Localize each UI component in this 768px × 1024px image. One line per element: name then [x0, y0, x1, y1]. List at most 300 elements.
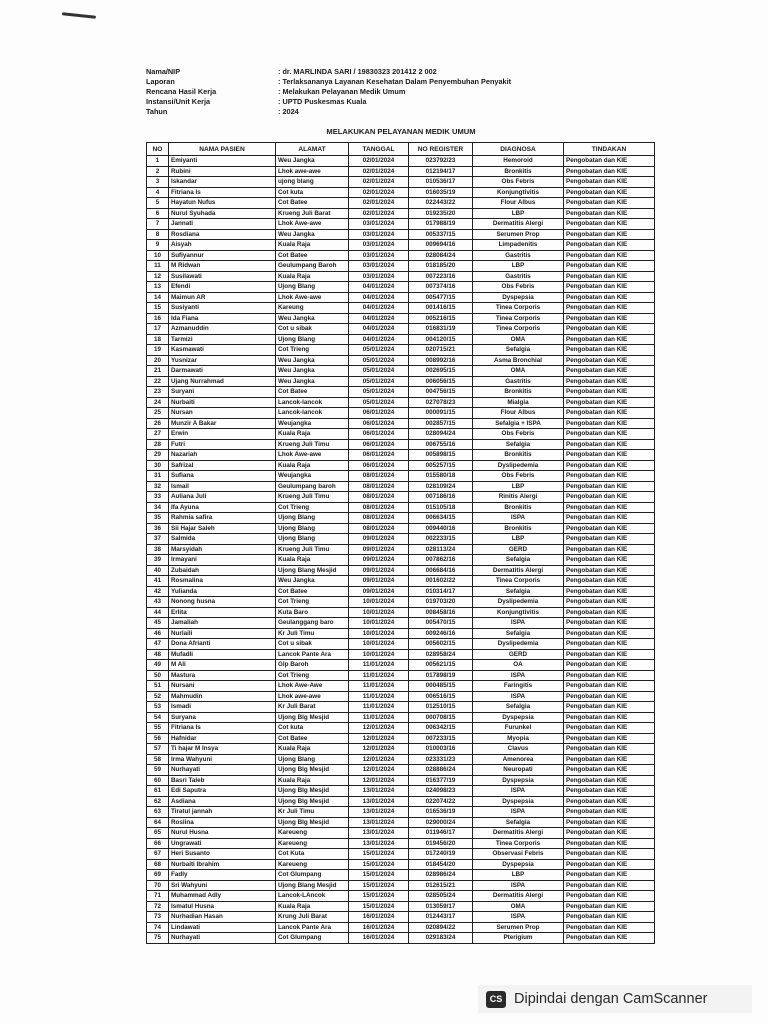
meta-row-tahun	[146, 107, 646, 117]
cell-tanggal: 15/01/2024	[349, 891, 409, 902]
table-row	[147, 387, 655, 398]
meta-row-nip	[146, 67, 646, 77]
cell-diagnosa: GERD	[473, 649, 564, 660]
cell-diagnosa: ISPA	[473, 786, 564, 797]
cell-diagnosa: Sefalgia	[473, 702, 564, 713]
cell-alamat: Kareung	[276, 303, 349, 314]
cell-no: 23	[147, 387, 169, 398]
cell-no-register: 000708/15	[409, 712, 473, 723]
cell-diagnosa: Flour Albus	[473, 408, 564, 419]
cell-tindakan: Pengobatan dan KIE	[564, 754, 655, 765]
cell-nama-pasien: Nurbaiti Ibrahim	[169, 859, 276, 870]
cell-nama-pasien: Mufadli	[169, 649, 276, 660]
cell-diagnosa: ISPA	[473, 513, 564, 524]
cell-tindakan: Pengobatan dan KIE	[564, 765, 655, 776]
cell-alamat: Glp Baroh	[276, 660, 349, 671]
table-row	[147, 891, 655, 902]
cell-nama-pasien: M Ridwan	[169, 261, 276, 272]
cell-nama-pasien: Ismail	[169, 481, 276, 492]
cell-no-register: 017240/19	[409, 849, 473, 860]
cell-no: 69	[147, 870, 169, 881]
cell-alamat: Cot Batee	[276, 586, 349, 597]
table-row	[147, 156, 655, 167]
cell-nama-pasien: Azmanuddin	[169, 324, 276, 335]
cell-diagnosa: Myopia	[473, 733, 564, 744]
cell-no-register: 006684/16	[409, 565, 473, 576]
cell-no: 48	[147, 649, 169, 660]
cell-alamat: Kr Juli Timu	[276, 807, 349, 818]
cell-nama-pasien: Basri Taleb	[169, 775, 276, 786]
cell-no-register: 005470/15	[409, 618, 473, 629]
cell-tindakan: Pengobatan dan KIE	[564, 607, 655, 618]
cell-nama-pasien: Lindawati	[169, 922, 276, 933]
table-row	[147, 859, 655, 870]
table-row	[147, 765, 655, 776]
cell-tanggal: 16/01/2024	[349, 933, 409, 944]
meta-label: Instansi/Unit Kerja	[146, 97, 211, 106]
cell-diagnosa: OA	[473, 660, 564, 671]
cell-diagnosa: Faringitis	[473, 681, 564, 692]
table-row	[147, 649, 655, 660]
cell-nama-pasien: Rahmia safira	[169, 513, 276, 524]
cell-no: 10	[147, 250, 169, 261]
cell-no-register: 010536/17	[409, 177, 473, 188]
cell-alamat: Weu Jangka	[276, 229, 349, 240]
table-row	[147, 261, 655, 272]
cell-no-register: 028958/24	[409, 649, 473, 660]
cell-tindakan: Pengobatan dan KIE	[564, 513, 655, 524]
cell-tanggal: 10/01/2024	[349, 597, 409, 608]
cell-no: 30	[147, 460, 169, 471]
cell-tindakan: Pengobatan dan KIE	[564, 849, 655, 860]
cell-no: 50	[147, 670, 169, 681]
cell-no-register: 007223/16	[409, 271, 473, 282]
cell-diagnosa: LBP	[473, 481, 564, 492]
cell-tanggal: 03/01/2024	[349, 240, 409, 251]
cell-tanggal: 11/01/2024	[349, 702, 409, 713]
cell-no-register: 006056/15	[409, 376, 473, 387]
table-row	[147, 597, 655, 608]
cell-tindakan: Pengobatan dan KIE	[564, 271, 655, 282]
cell-diagnosa: Pterigium	[473, 933, 564, 944]
cell-no-register: 023331/23	[409, 754, 473, 765]
cell-no: 9	[147, 240, 169, 251]
cell-tanggal: 02/01/2024	[349, 208, 409, 219]
cell-tindakan: Pengobatan dan KIE	[564, 534, 655, 545]
cell-no: 62	[147, 796, 169, 807]
cell-tindakan: Pengobatan dan KIE	[564, 733, 655, 744]
cell-diagnosa: Amenorea	[473, 754, 564, 765]
cell-no: 41	[147, 576, 169, 587]
cell-diagnosa: Bronkitis	[473, 450, 564, 461]
cell-tanggal: 06/01/2024	[349, 450, 409, 461]
cell-nama-pasien: Susilawati	[169, 271, 276, 282]
cell-nama-pasien: Suryani	[169, 387, 276, 398]
cell-diagnosa: ISPA	[473, 691, 564, 702]
cell-diagnosa: ISPA	[473, 670, 564, 681]
cell-no: 61	[147, 786, 169, 797]
cell-no-register: 001416/15	[409, 303, 473, 314]
cell-tanggal: 04/01/2024	[349, 282, 409, 293]
cell-diagnosa: Neuropati	[473, 765, 564, 776]
cell-tindakan: Pengobatan dan KIE	[564, 240, 655, 251]
cell-no: 29	[147, 450, 169, 461]
cell-tanggal: 15/01/2024	[349, 849, 409, 860]
cell-nama-pasien: Jamaliah	[169, 618, 276, 629]
cell-alamat: Kuala Raja	[276, 240, 349, 251]
cell-no: 34	[147, 502, 169, 513]
cell-alamat: Kuala Raja	[276, 775, 349, 786]
cell-diagnosa: ISPA	[473, 618, 564, 629]
cell-tindakan: Pengobatan dan KIE	[564, 460, 655, 471]
table-row	[147, 250, 655, 261]
cell-tindakan: Pengobatan dan KIE	[564, 492, 655, 503]
cell-diagnosa: Tinea Corporis	[473, 838, 564, 849]
cell-diagnosa: Dyslipedemia	[473, 639, 564, 650]
cell-no-register: 019235/20	[409, 208, 473, 219]
cell-tindakan: Pengobatan dan KIE	[564, 229, 655, 240]
table-row	[147, 775, 655, 786]
cell-no: 49	[147, 660, 169, 671]
cell-alamat: Kr Juli Timu	[276, 628, 349, 639]
cell-no-register: 018185/20	[409, 261, 473, 272]
cell-alamat: Lancok-LAncok	[276, 891, 349, 902]
cell-tanggal: 04/01/2024	[349, 324, 409, 335]
cell-alamat: Ujong Blang Mesjid	[276, 880, 349, 891]
meta-value: : Melakukan Pelayanan Medik Umum	[278, 87, 406, 96]
cell-tindakan: Pengobatan dan KIE	[564, 471, 655, 482]
cell-diagnosa: LBP	[473, 534, 564, 545]
cell-no: 5	[147, 198, 169, 209]
cell-diagnosa: Bronkitis	[473, 502, 564, 513]
cell-no: 65	[147, 828, 169, 839]
cell-nama-pasien: Futri	[169, 439, 276, 450]
cell-diagnosa: Sefalgia	[473, 817, 564, 828]
cell-tindakan: Pengobatan dan KIE	[564, 555, 655, 566]
cell-no: 6	[147, 208, 169, 219]
cell-alamat: Kareueng	[276, 859, 349, 870]
cell-tindakan: Pengobatan dan KIE	[564, 723, 655, 734]
cell-nama-pasien: Salmida	[169, 534, 276, 545]
table-row	[147, 166, 655, 177]
cell-alamat: Lancok-lancok	[276, 397, 349, 408]
cell-alamat: Lancok-lancok	[276, 408, 349, 419]
cell-alamat: Ujong Blg Mesjid	[276, 712, 349, 723]
cell-alamat: Cot kuta	[276, 187, 349, 198]
cell-no: 75	[147, 933, 169, 944]
cell-no: 59	[147, 765, 169, 776]
cell-tindakan: Pengobatan dan KIE	[564, 744, 655, 755]
cell-nama-pasien: Nurhadian Hasan	[169, 912, 276, 923]
cell-no: 8	[147, 229, 169, 240]
cell-alamat: Krueng Juli Timu	[276, 492, 349, 503]
cell-no: 20	[147, 355, 169, 366]
cell-tindakan: Pengobatan dan KIE	[564, 166, 655, 177]
cell-tindakan: Pengobatan dan KIE	[564, 177, 655, 188]
table-row	[147, 565, 655, 576]
cell-no-register: 018454/20	[409, 859, 473, 870]
cell-tanggal: 03/01/2024	[349, 229, 409, 240]
cell-tindakan: Pengobatan dan KIE	[564, 292, 655, 303]
cell-tindakan: Pengobatan dan KIE	[564, 828, 655, 839]
cell-no: 25	[147, 408, 169, 419]
cell-tindakan: Pengobatan dan KIE	[564, 481, 655, 492]
cell-no-register: 009440/16	[409, 523, 473, 534]
cell-tanggal: 10/01/2024	[349, 607, 409, 618]
cell-nama-pasien: Mastura	[169, 670, 276, 681]
cell-diagnosa: Obs Febris	[473, 471, 564, 482]
cell-nama-pasien: Sii Hajar Saleh	[169, 523, 276, 534]
cell-tanggal: 09/01/2024	[349, 544, 409, 555]
table-row	[147, 481, 655, 492]
cell-nama-pasien: Aisyah	[169, 240, 276, 251]
cell-no: 39	[147, 555, 169, 566]
cell-no: 16	[147, 313, 169, 324]
cell-no-register: 029000/24	[409, 817, 473, 828]
cell-nama-pasien: Maimun AR	[169, 292, 276, 303]
camscanner-icon: CS	[486, 991, 506, 1008]
cell-diagnosa: Tinea Corporis	[473, 576, 564, 587]
header-alamat: ALAMAT	[276, 143, 349, 156]
cell-diagnosa: Dermatitis Alergi	[473, 891, 564, 902]
cell-no: 74	[147, 922, 169, 933]
cell-diagnosa: Gastritis	[473, 250, 564, 261]
cell-tindakan: Pengobatan dan KIE	[564, 355, 655, 366]
cell-tanggal: 15/01/2024	[349, 859, 409, 870]
cell-alamat: Ujong Blang	[276, 534, 349, 545]
cell-tanggal: 08/01/2024	[349, 502, 409, 513]
cell-no: 21	[147, 366, 169, 377]
cell-no-register: 028505/24	[409, 891, 473, 902]
cell-no-register: 028113/24	[409, 544, 473, 555]
cell-tanggal: 03/01/2024	[349, 271, 409, 282]
cell-no: 42	[147, 586, 169, 597]
cell-tindakan: Pengobatan dan KIE	[564, 387, 655, 398]
cell-tanggal: 10/01/2024	[349, 639, 409, 650]
cell-diagnosa: Konjungtivitis	[473, 187, 564, 198]
cell-no-register: 005602/15	[409, 639, 473, 650]
cell-tanggal: 11/01/2024	[349, 681, 409, 692]
meta-value: : 2024	[278, 107, 299, 116]
cell-tindakan: Pengobatan dan KIE	[564, 282, 655, 293]
cell-diagnosa: Tinea Corporis	[473, 313, 564, 324]
cell-nama-pasien: Nurbaiti	[169, 397, 276, 408]
table-row	[147, 376, 655, 387]
cell-nama-pasien: Sri Wahyuni	[169, 880, 276, 891]
cell-tanggal: 06/01/2024	[349, 408, 409, 419]
cell-diagnosa: Dermatitis Alergi	[473, 219, 564, 230]
cell-tindakan: Pengobatan dan KIE	[564, 250, 655, 261]
cell-alamat: Kuala Raja	[276, 429, 349, 440]
cell-no: 68	[147, 859, 169, 870]
cell-no: 38	[147, 544, 169, 555]
cell-no: 44	[147, 607, 169, 618]
cell-tanggal: 10/01/2024	[349, 628, 409, 639]
cell-nama-pasien: Kasmawati	[169, 345, 276, 356]
cell-alamat: Geulanggang baro	[276, 618, 349, 629]
cell-no-register: 010003/16	[409, 744, 473, 755]
cell-diagnosa: Flour Albus	[473, 198, 564, 209]
cell-no: 14	[147, 292, 169, 303]
cell-no-register: 007233/15	[409, 733, 473, 744]
cell-no-register: 024098/23	[409, 786, 473, 797]
cell-no-register: 019456/20	[409, 838, 473, 849]
cell-no: 54	[147, 712, 169, 723]
cell-tanggal: 16/01/2024	[349, 922, 409, 933]
header-diagnosa: DIAGNOSA	[473, 143, 564, 156]
cell-tindakan: Pengobatan dan KIE	[564, 397, 655, 408]
cell-no: 2	[147, 166, 169, 177]
cell-tindakan: Pengobatan dan KIE	[564, 597, 655, 608]
cell-tindakan: Pengobatan dan KIE	[564, 418, 655, 429]
table-row	[147, 187, 655, 198]
cell-diagnosa: Obs Febris	[473, 177, 564, 188]
cell-tindakan: Pengobatan dan KIE	[564, 544, 655, 555]
cell-diagnosa: LBP	[473, 870, 564, 881]
table-row	[147, 345, 655, 356]
cell-tindakan: Pengobatan dan KIE	[564, 408, 655, 419]
cell-no-register: 002233/15	[409, 534, 473, 545]
table-row	[147, 691, 655, 702]
cell-diagnosa: Hemoroid	[473, 156, 564, 167]
cell-alamat: Ujong Blg Mesjid	[276, 817, 349, 828]
cell-diagnosa: Dyspepsia	[473, 796, 564, 807]
table-header-row	[147, 143, 655, 156]
cell-tindakan: Pengobatan dan KIE	[564, 156, 655, 167]
cell-alamat: Ujong Blang	[276, 282, 349, 293]
cell-no-register: 002695/15	[409, 366, 473, 377]
cell-no: 47	[147, 639, 169, 650]
cell-tindakan: Pengobatan dan KIE	[564, 639, 655, 650]
cell-no: 36	[147, 523, 169, 534]
cell-nama-pasien: Yulianda	[169, 586, 276, 597]
camscanner-text: Dipindai dengan CamScanner	[514, 991, 708, 1007]
cell-alamat: Cot Batee	[276, 387, 349, 398]
cell-no-register: 007374/16	[409, 282, 473, 293]
cell-no-register: 015580/18	[409, 471, 473, 482]
cell-no-register: 022074/22	[409, 796, 473, 807]
table-row	[147, 576, 655, 587]
cell-no: 58	[147, 754, 169, 765]
cell-diagnosa: Dyslipedemia	[473, 597, 564, 608]
table-row	[147, 702, 655, 713]
cell-tanggal: 02/01/2024	[349, 177, 409, 188]
table-row	[147, 177, 655, 188]
cell-no: 1	[147, 156, 169, 167]
cell-alamat: Lhok awe-awe	[276, 691, 349, 702]
cell-alamat: Lhok Awe-Awe	[276, 681, 349, 692]
cell-tindakan: Pengobatan dan KIE	[564, 345, 655, 356]
header-no-register: NO REGISTER	[409, 143, 473, 156]
cell-nama-pasien: Erwin	[169, 429, 276, 440]
cell-no: 37	[147, 534, 169, 545]
cell-alamat: Weu Jangka	[276, 376, 349, 387]
cell-no-register: 020894/22	[409, 922, 473, 933]
cell-nama-pasien: Tiratul jannah	[169, 807, 276, 818]
table-row	[147, 313, 655, 324]
cell-tindakan: Pengobatan dan KIE	[564, 618, 655, 629]
cell-alamat: Cot Batee	[276, 733, 349, 744]
header-no: NO	[147, 143, 169, 156]
cell-tanggal: 08/01/2024	[349, 471, 409, 482]
cell-no-register: 006342/15	[409, 723, 473, 734]
table-row	[147, 534, 655, 545]
cell-tindakan: Pengobatan dan KIE	[564, 859, 655, 870]
table-row	[147, 712, 655, 723]
cell-nama-pasien: Ujang Nurrahmad	[169, 376, 276, 387]
cell-tanggal: 09/01/2024	[349, 565, 409, 576]
cell-no-register: 015105/18	[409, 502, 473, 513]
cell-tanggal: 05/01/2024	[349, 387, 409, 398]
cell-nama-pasien: Ti hajar M Insya	[169, 744, 276, 755]
cell-tanggal: 04/01/2024	[349, 303, 409, 314]
cell-alamat: Geulumpang Baroh	[276, 261, 349, 272]
cell-tindakan: Pengobatan dan KIE	[564, 439, 655, 450]
cell-nama-pasien: Rubini	[169, 166, 276, 177]
cell-tindakan: Pengobatan dan KIE	[564, 324, 655, 335]
header-nama-pasien: NAMA PASIEN	[169, 143, 276, 156]
cell-nama-pasien: Ismadi	[169, 702, 276, 713]
cell-nama-pasien: Ungrawati	[169, 838, 276, 849]
cell-no-register: 009246/16	[409, 628, 473, 639]
cell-diagnosa: Obs Febris	[473, 429, 564, 440]
cell-alamat: Cot Glumpang	[276, 870, 349, 881]
cell-diagnosa: LBP	[473, 261, 564, 272]
cell-tanggal: 08/01/2024	[349, 492, 409, 503]
cell-tanggal: 12/01/2024	[349, 754, 409, 765]
cell-no-register: 004756/15	[409, 387, 473, 398]
cell-nama-pasien: Heri Susanto	[169, 849, 276, 860]
cell-tanggal: 04/01/2024	[349, 292, 409, 303]
cell-nama-pasien: Nonong husna	[169, 597, 276, 608]
cell-alamat: Weujangka	[276, 471, 349, 482]
cell-no: 32	[147, 481, 169, 492]
cell-tindakan: Pengobatan dan KIE	[564, 198, 655, 209]
cell-tindakan: Pengobatan dan KIE	[564, 261, 655, 272]
cell-no-register: 009694/16	[409, 240, 473, 251]
cell-tanggal: 05/01/2024	[349, 355, 409, 366]
report-metadata	[146, 67, 646, 117]
cell-diagnosa: Limpadenitis	[473, 240, 564, 251]
cell-diagnosa: OMA	[473, 334, 564, 345]
cell-no-register: 004120/15	[409, 334, 473, 345]
cell-diagnosa: Tinea Corporis	[473, 303, 564, 314]
cell-no-register: 002857/15	[409, 418, 473, 429]
table-row	[147, 744, 655, 755]
table-row	[147, 271, 655, 282]
cell-alamat: Cot u sibak	[276, 639, 349, 650]
cell-tindakan: Pengobatan dan KIE	[564, 576, 655, 587]
cell-no-register: 012615/21	[409, 880, 473, 891]
table-row	[147, 817, 655, 828]
cell-alamat: Weu Jangka	[276, 366, 349, 377]
cell-tindakan: Pengobatan dan KIE	[564, 817, 655, 828]
cell-diagnosa: Tinea Corporis	[473, 324, 564, 335]
patient-register-table	[146, 142, 655, 944]
cell-tanggal: 03/01/2024	[349, 219, 409, 230]
cell-no: 22	[147, 376, 169, 387]
cell-nama-pasien: Marsyidah	[169, 544, 276, 555]
cell-alamat: Ujong Blg Mesjid	[276, 786, 349, 797]
cell-tindakan: Pengobatan dan KIE	[564, 702, 655, 713]
cell-nama-pasien: Sufiyannur	[169, 250, 276, 261]
cell-tindakan: Pengobatan dan KIE	[564, 660, 655, 671]
cell-no: 28	[147, 439, 169, 450]
cell-alamat: Kuala Raja	[276, 555, 349, 566]
table-row	[147, 639, 655, 650]
meta-value: : Terlaksananya Layanan Kesehatan Dalam Penyembuhan Penyakit	[278, 77, 512, 86]
cell-alamat: Krueng Juli Timu	[276, 544, 349, 555]
